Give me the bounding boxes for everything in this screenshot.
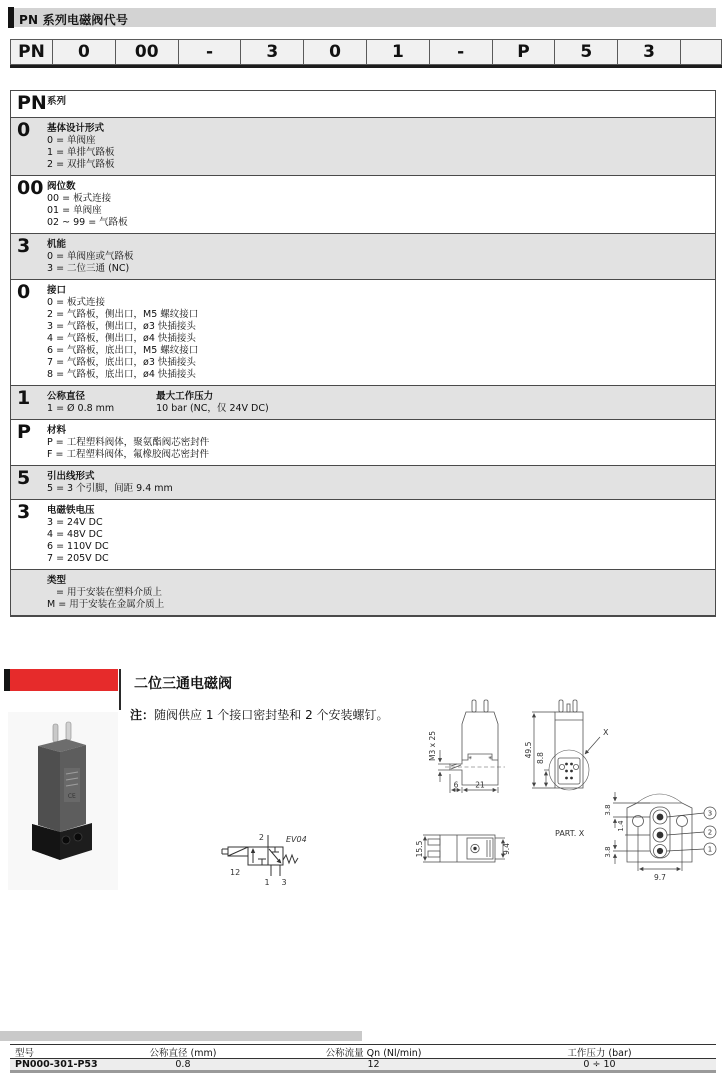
legend-row-leads [11, 465, 715, 499]
legend-code: 00 [17, 177, 44, 199]
code-cell: 00 [115, 39, 178, 65]
dim-49-5: 49.5 [524, 741, 533, 759]
schematic-box-actuated [248, 847, 268, 865]
code-cell: - [178, 39, 241, 65]
valve-front-face [38, 746, 60, 832]
valve-pin [53, 724, 58, 742]
dim-9-4: 9.4 [502, 843, 511, 855]
legend-item: 1 = Ø 0.8 mm [47, 403, 115, 414]
code-cell: P [492, 39, 555, 65]
legend-item: 0 = 板式连接 [47, 297, 106, 308]
legend-item: 2 = 双排气路板 [47, 159, 115, 170]
legend-code: P [17, 421, 31, 443]
base-port [62, 836, 70, 844]
legend-row-type [11, 569, 715, 615]
spec-pressure-value: 0 ÷ 10 [583, 1059, 616, 1070]
spec-data-row [10, 1059, 716, 1073]
code-cell: 0 [303, 39, 366, 65]
legend-title: 阀位数 [47, 181, 76, 192]
dim-6: 6 [453, 780, 459, 790]
legend-item: 10 bar (NC，仅 24V DC) [156, 403, 269, 414]
code-cell-empty [680, 39, 722, 65]
schematic-port-2: 2 [258, 833, 264, 842]
legend-row-positions [11, 175, 715, 233]
front-view-drawing [549, 700, 589, 790]
legend-item: 01 = 单阀座 [47, 205, 102, 216]
legend-item: 02 ~ 99 = 气路板 [47, 217, 128, 228]
code-cell: - [429, 39, 492, 65]
legend-item: 0 = 单阀座或气路板 [47, 251, 134, 262]
legend-title: 电磁铁电压 [47, 505, 95, 516]
legend-item: 3 = 二位三通 (NC) [47, 263, 130, 274]
legend-row-design [11, 117, 715, 175]
ce-mark: CE [67, 792, 77, 800]
schematic-spring [283, 855, 298, 863]
dim-3-8-top: 3.8 [604, 804, 612, 816]
legend-title: 机能 [47, 239, 67, 250]
legend-code: 0 [17, 119, 31, 141]
spec-col-pressure: 工作压力 (bar) [567, 1047, 632, 1059]
schematic-model-label: EV04 [286, 835, 307, 844]
order-code-row [10, 39, 722, 68]
legend-row-diameter [11, 385, 715, 419]
spec-col-flow: 公称流量 Qn (Nl/min) [325, 1047, 422, 1059]
page-title: PN 系列电磁阀代号 [19, 13, 129, 27]
section-accent-red [10, 669, 118, 691]
legend-code: 3 [17, 501, 31, 523]
legend-item: 6 = 110V DC [47, 541, 109, 552]
code-cell: 5 [554, 39, 617, 65]
base-port [74, 833, 82, 841]
port-callout-3: 3 [707, 809, 713, 818]
legend-item: 7 = 205V DC [47, 553, 109, 564]
code-legend-table [10, 90, 716, 617]
legend-code: 1 [17, 387, 31, 409]
legend-item: = 用于安装在塑料介质上 [47, 587, 163, 598]
legend-code: 5 [17, 467, 31, 489]
spec-model-value: PN000-301-P53 [15, 1059, 98, 1070]
legend-item: P = 工程塑料阀体，聚氨酯阀芯密封件 [47, 437, 210, 448]
dimension-drawings [405, 688, 724, 888]
legend-item: 7 = 气路板，底出口，ø3 快插接头 [47, 357, 196, 368]
legend-title: 引出线形式 [47, 471, 95, 482]
code-cell: 3 [617, 39, 680, 65]
dim-21: 21 [475, 780, 485, 790]
legend-row-function [11, 233, 715, 279]
spec-header-row [10, 1044, 716, 1059]
legend-code: 3 [17, 235, 31, 257]
schematic-port-1: 1 [264, 878, 270, 887]
dim-9-7: 9.7 [654, 873, 666, 882]
product-photo [8, 712, 118, 890]
legend-item: 5 = 3 个引脚，间距 9.4 mm [47, 483, 173, 494]
dim-3-8-bottom: 3.8 [604, 846, 612, 858]
legend-item: 0 = 单阀座 [47, 135, 96, 146]
legend-title: 材料 [47, 425, 67, 436]
code-cell: PN [10, 39, 52, 65]
section-heading: 二位三通电磁阀 [134, 676, 232, 692]
spec-diameter-value: 0.8 [175, 1059, 191, 1070]
legend-title: 接口 [47, 285, 67, 296]
schematic-pilot-12: 12 [230, 868, 241, 877]
legend-item: 8 = 气路板，底出口，ø4 快插接头 [47, 369, 196, 380]
dim-1-4: 1.4 [617, 820, 625, 832]
footer-gray-band [0, 1031, 362, 1041]
legend-code [11, 573, 47, 611]
dim-15-5: 15.5 [415, 840, 424, 858]
legend-item: 4 = 48V DC [47, 529, 103, 540]
top-view-drawing [428, 835, 495, 862]
valve-schematic [218, 818, 328, 898]
port-callout-1: 1 [707, 845, 713, 854]
legend-code: PN [17, 92, 47, 114]
legend-item: 6 = 气路板，底出口，M5 螺纹接口 [47, 345, 199, 356]
legend-title: 系列 [47, 96, 67, 107]
note-text: 随阀供应 1 个接口密封垫和 2 个安装螺钉。 [154, 708, 389, 722]
legend-row-material [11, 419, 715, 465]
legend-title: 基体设计形式 [47, 123, 105, 134]
spec-col-model: 型号 [15, 1047, 35, 1059]
legend-title-pressure: 最大工作压力 [156, 391, 214, 402]
side-view-drawing [445, 700, 505, 785]
legend-code: 0 [17, 281, 31, 303]
legend-title: 类型 [47, 575, 67, 586]
page-header-bar [8, 8, 716, 27]
svg-text:✳: ✳ [468, 755, 473, 762]
legend-row-ports [11, 279, 715, 385]
legend-title: 公称直径 [47, 391, 86, 402]
dim-8-8: 8.8 [536, 752, 545, 764]
header-accent-bar [8, 7, 14, 28]
legend-item: 1 = 单排气路板 [47, 147, 115, 158]
legend-item: M = 用于安装在金属介质上 [47, 599, 165, 610]
section-divider-line [119, 669, 121, 710]
code-cell: 0 [52, 39, 115, 65]
note-label: 注： [130, 708, 155, 722]
legend-item: 2 = 气路板，侧出口，M5 螺纹接口 [47, 309, 199, 320]
schematic-port-3: 3 [281, 878, 287, 887]
legend-row-series [11, 91, 715, 117]
supply-note [130, 706, 389, 723]
part-x-label: PART. X [555, 829, 585, 838]
spec-table [10, 1044, 716, 1073]
spec-col-diameter: 公称直径 (mm) [149, 1047, 217, 1059]
legend-item: 3 = 气路板，侧出口，ø3 快插接头 [47, 321, 196, 332]
valve-pin [66, 722, 71, 740]
legend-row-voltage [11, 499, 715, 569]
code-cell: 3 [240, 39, 303, 65]
legend-item: 3 = 24V DC [47, 517, 103, 528]
port-callout-2: 2 [707, 828, 713, 837]
code-cell: 1 [366, 39, 429, 65]
dim-m3x25: M3 x 25 [428, 731, 437, 761]
svg-text:✳: ✳ [488, 755, 493, 762]
spec-flow-value: 12 [367, 1059, 380, 1070]
detail-x-label: X [603, 728, 609, 737]
legend-item: 00 = 板式连接 [47, 193, 112, 204]
part-x-dimensions [613, 792, 716, 871]
legend-item: F = 工程塑料阀体，氟橡胶阀芯密封件 [47, 449, 209, 460]
legend-item: 4 = 气路板，侧出口，ø4 快插接头 [47, 333, 196, 344]
